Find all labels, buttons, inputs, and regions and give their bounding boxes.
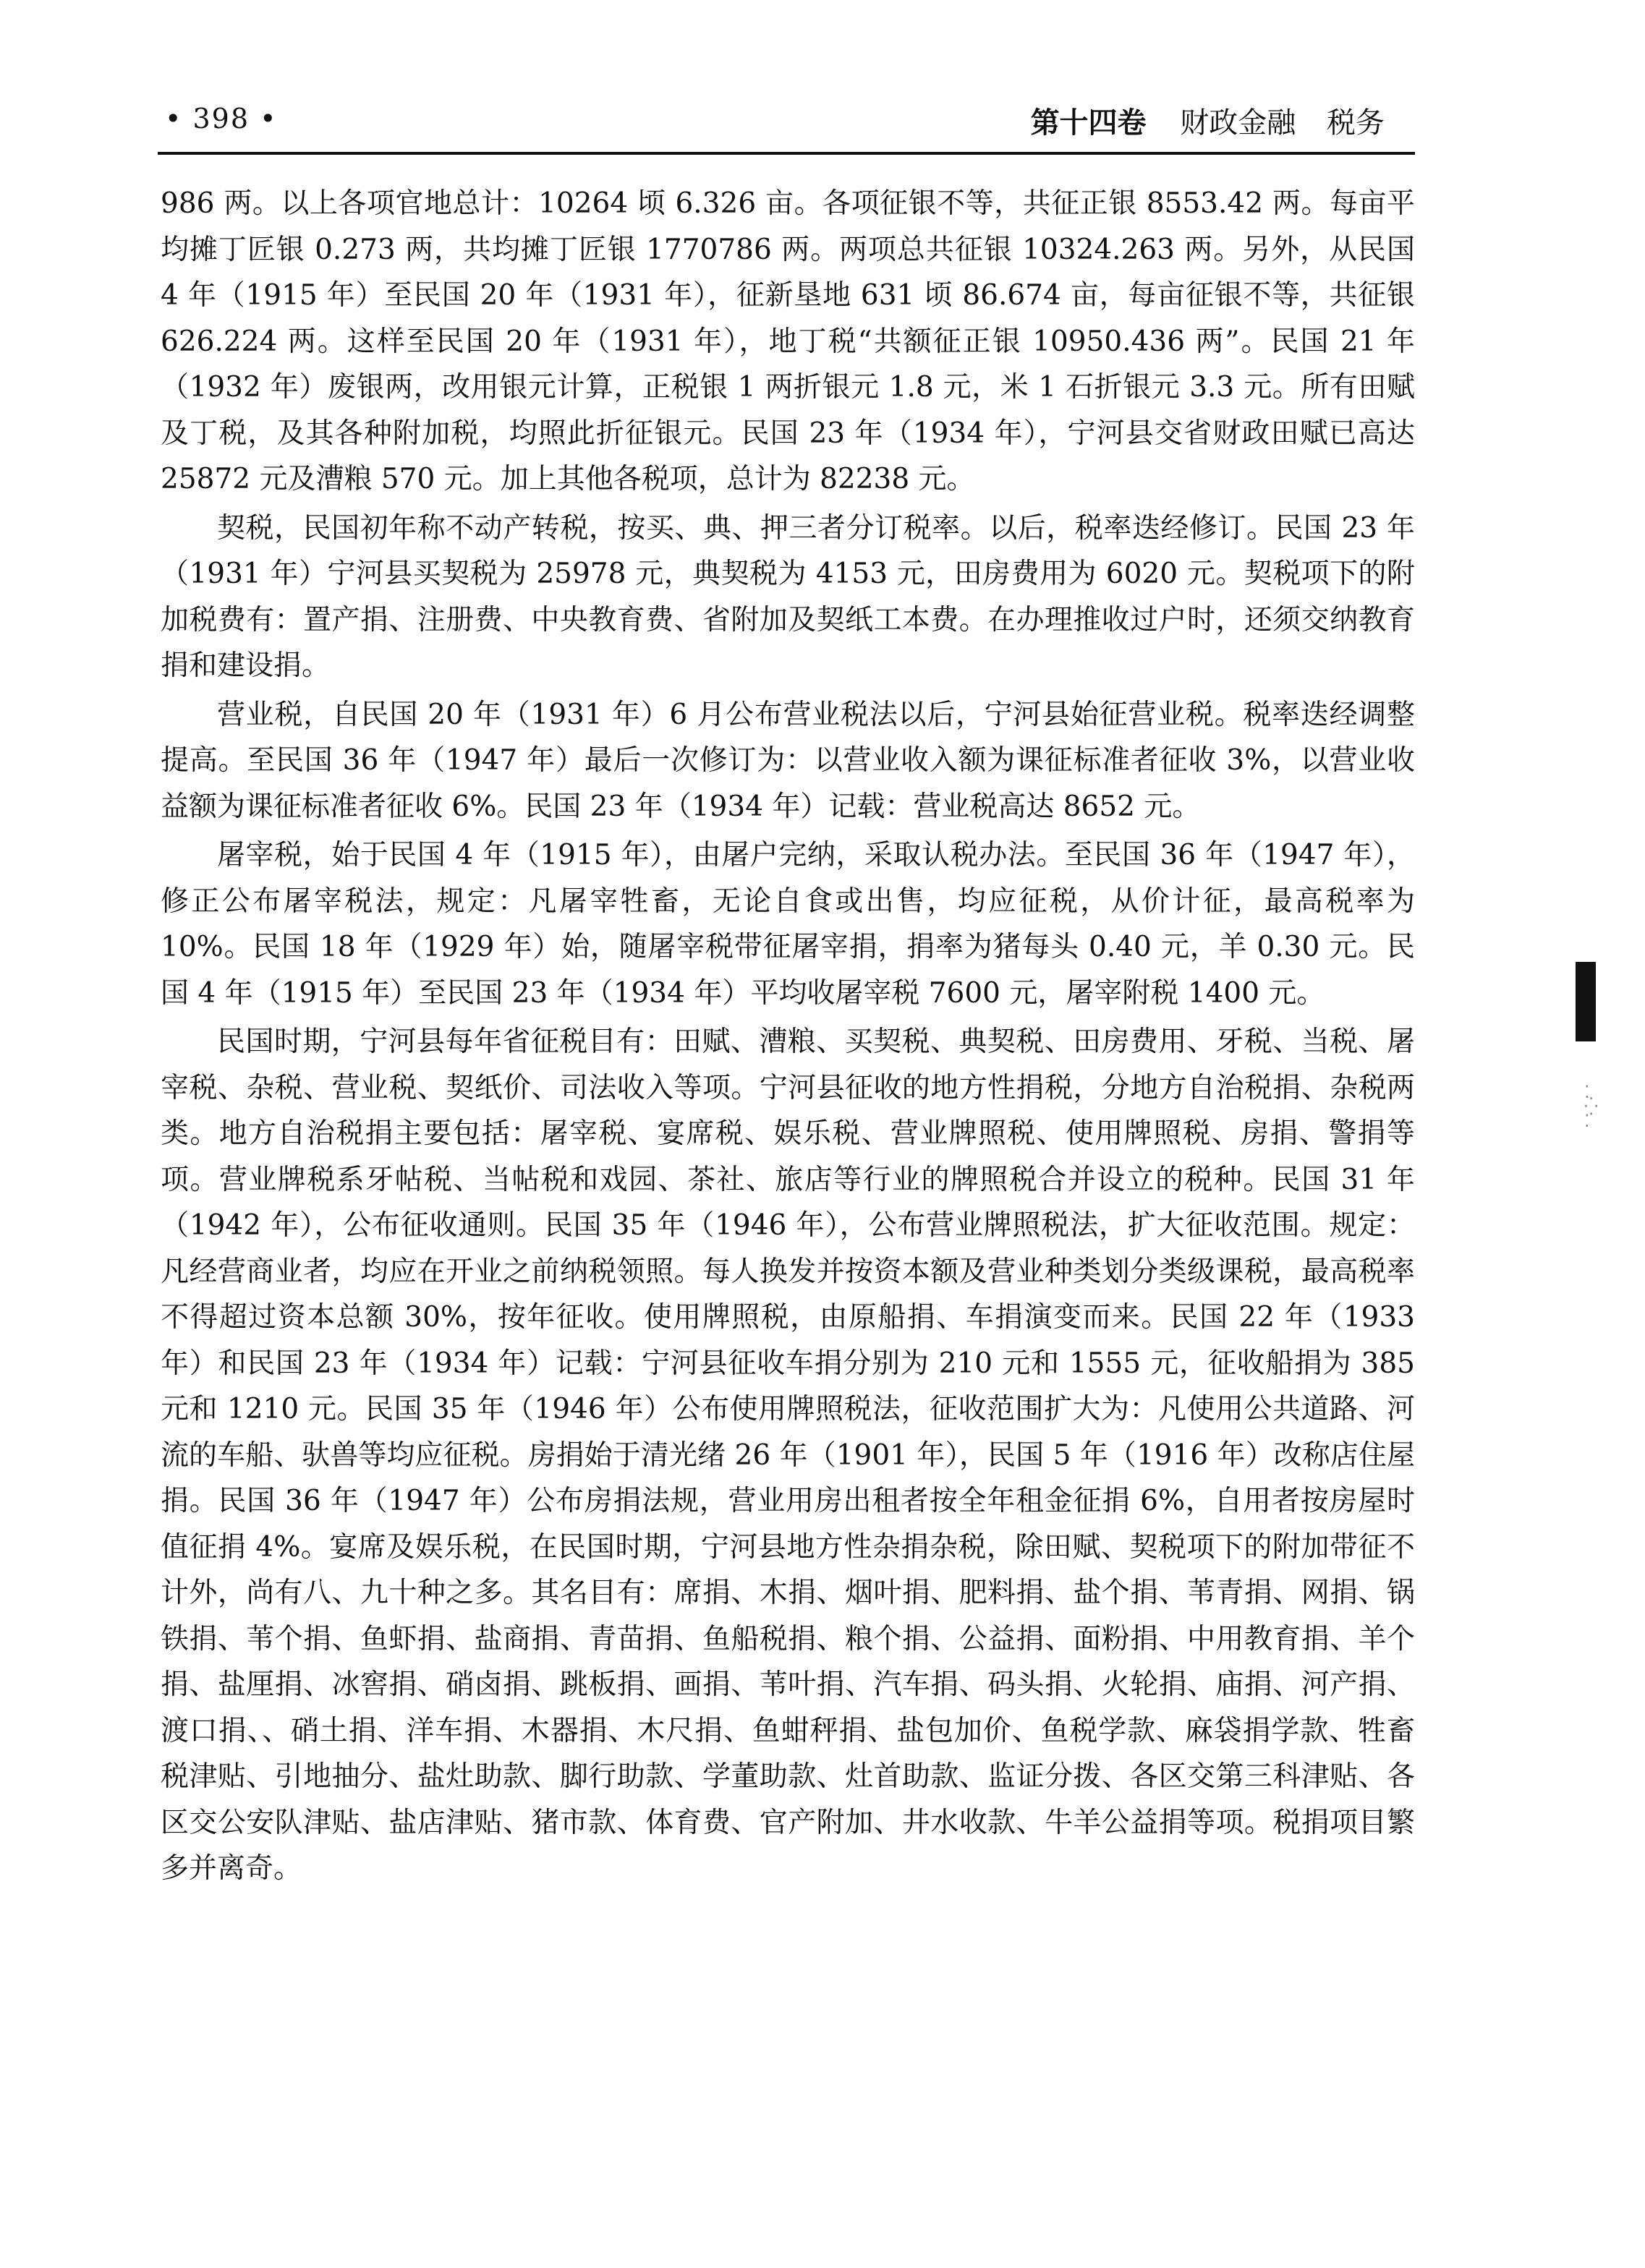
paragraph-slaughter-tax: 屠宰税，始于民国 4 年（1915 年），由屠户完纳，采取认税办法。至民国 36 年（1947 年），修正公布屠宰税法，规定：凡屠宰牲畜，无论自食或出售，均应征税，从价计征，最高税率为 10%。民国 18 年（1929 年）始，随屠宰税带征屠宰捐，捐率为猪每头 0.40 元，羊 0.30 元。民国 4 年（1915 年）至民国 23 年（1934 年）平均收屠宰税 7600 元，屠宰附税 1400 元。 (161, 839, 1415, 1010)
subsection-title: 税务 (1327, 106, 1385, 140)
page-number: • 398 • (165, 103, 278, 135)
body-text (161, 181, 1415, 1895)
paragraph-business-tax: 营业税，自民国 20 年（1931 年）6 月公布营业税法以后，宁河县始征营业税。税率迭经调整提高。至民国 36 年（1947 年）最后一次修订为：以营业收入额为课征标准者征收 3%，以营业收益额为课征标准者征收 6%。民国 23 年（1934 年）记载：营业税高达 8652 元。 (161, 698, 1415, 823)
paragraph-local-taxes: 民国时期，宁河县每年省征税目有：田赋、漕粮、买契税、典契税、田房费用、牙税、当税、屠宰税、杂税、营业税、契纸价、司法收入等项。宁河县征收的地方性捐税，分地方自治税捐、杂税两类。地方自治税捐主要包括：屠宰税、宴席税、娱乐税、营业牌照税、使用牌照税、房捐、警捐等项。营业牌税系牙帖税、当帖税和戏园、茶社、旅店等行业的牌照税合并设立的税种。民国 31 年（1942 年），公布征收通则。民国 35 年（1946 年），公布营业牌照税法，扩大征收范围。规定：凡经营商业者，均应在开业之前纳税领照。每人换发并按资本额及营业种类划分类级课税，最高税率不得超过资本总额 30%，按年征收。使用牌照税，由原船捐、车捐演变而来。民国 22 年（1933 年）和民国 23 年（1934 年）记载：宁河县征收车捐分别为 210 元和 1555 元，征收船捐为 385 元和 1210 元。民国 35 年（1946 年）公布使用牌照税法，征收范围扩大为：凡使用公共道路、河流的车船、驮兽等均应征税。房捐始于清光绪 26 年（1901 年），民国 5 年（1916 年）改称店住屋捐。民国 36 年（1947 年）公布房捐法规，营业用房出租者按全年租金征捐 6%，自用者按房屋时值征捐 4%。宴席及娱乐税，在民国时期，宁河县地方性杂捐杂税，除田赋、契税项下的附加带征不计外，尚有八、九十种之多。其名目有：席捐、木捐、烟叶捐、肥料捐、盐个捐、苇青捐、网捐、锅铁捐、苇个捐、鱼虾捐、盐商捐、青苗捐、鱼船税捐、粮个捐、公益捐、面粉捐、中用教育捐、羊个捐、盐厘捐、冰窖捐、硝卤捐、跳板捐、画捐、苇叶捐、汽车捐、码头捐、火轮捐、庙捐、河产捐、渡口捐、、硝土捐、洋车捐、木器捐、木尺捐、鱼蚶秤捐、盐包加价、鱼税学款、麻袋捐学款、牲畜税津贴、引地抽分、盐灶助款、脚行助款、学董助款、灶首助款、监证分拨、各区交第三科津贴、各区交公安队津贴、盐店津贴、猪市款、体育费、官产附加、井水收款、牛羊公益捐等项。税捐项目繁多并离奇。 (161, 1026, 1415, 1885)
paragraph-deed-tax: 契税，民国初年称不动产转税，按买、典、押三者分订税率。以后，税率迭经修订。民国 23 年（1931 年）宁河县买契税为 25978 元，典契税为 4153 元，田房费用为 6020 元。契税项下的附加税费有：置产捐、注册费、中央教育费、省附加及契纸工本费。在办理推收过户时，还须交纳教育捐和建设捐。 (161, 511, 1415, 682)
header-rule (158, 152, 1415, 155)
page-edge-tab (1576, 962, 1596, 1041)
volume-title: 第十四卷 (1030, 106, 1147, 140)
scan-edge-marks: ⁚ ⁛ ⁚ (1584, 1082, 1599, 1131)
running-head (1031, 100, 1385, 141)
paragraph-land-tax-continued: 986 两。以上各项官地总计：10264 顷 6.326 亩。各项征银不等，共征正银 8553.42 两。每亩平均摊丁匠银 0.273 两，共均摊丁匠银 1770786 两。两项总共征银 10324.263 两。另外，从民国 4 年（1915 年）至民国 20 年（1931 年），征新垦地 631 顷 86.674 亩，每亩征银不等，共征银 626.224 两。这样至民国 20 年（1931 年），地丁税“共额征正银 10950.436 两”。民国 21 年（1932 年）废银两，改用银元计算，正税银 1 两折银元 1.8 元，米 1 石折银元 3.3 元。所有田赋及丁税，及其各种附加税，均照此折征银元。民国 23 年（1934 年），宁河县交省财政田赋已高达 25872 元及漕粮 570 元。加上其他各税项，总计为 82238 元。 (161, 187, 1415, 495)
section-title: 财政金融 (1180, 106, 1296, 140)
